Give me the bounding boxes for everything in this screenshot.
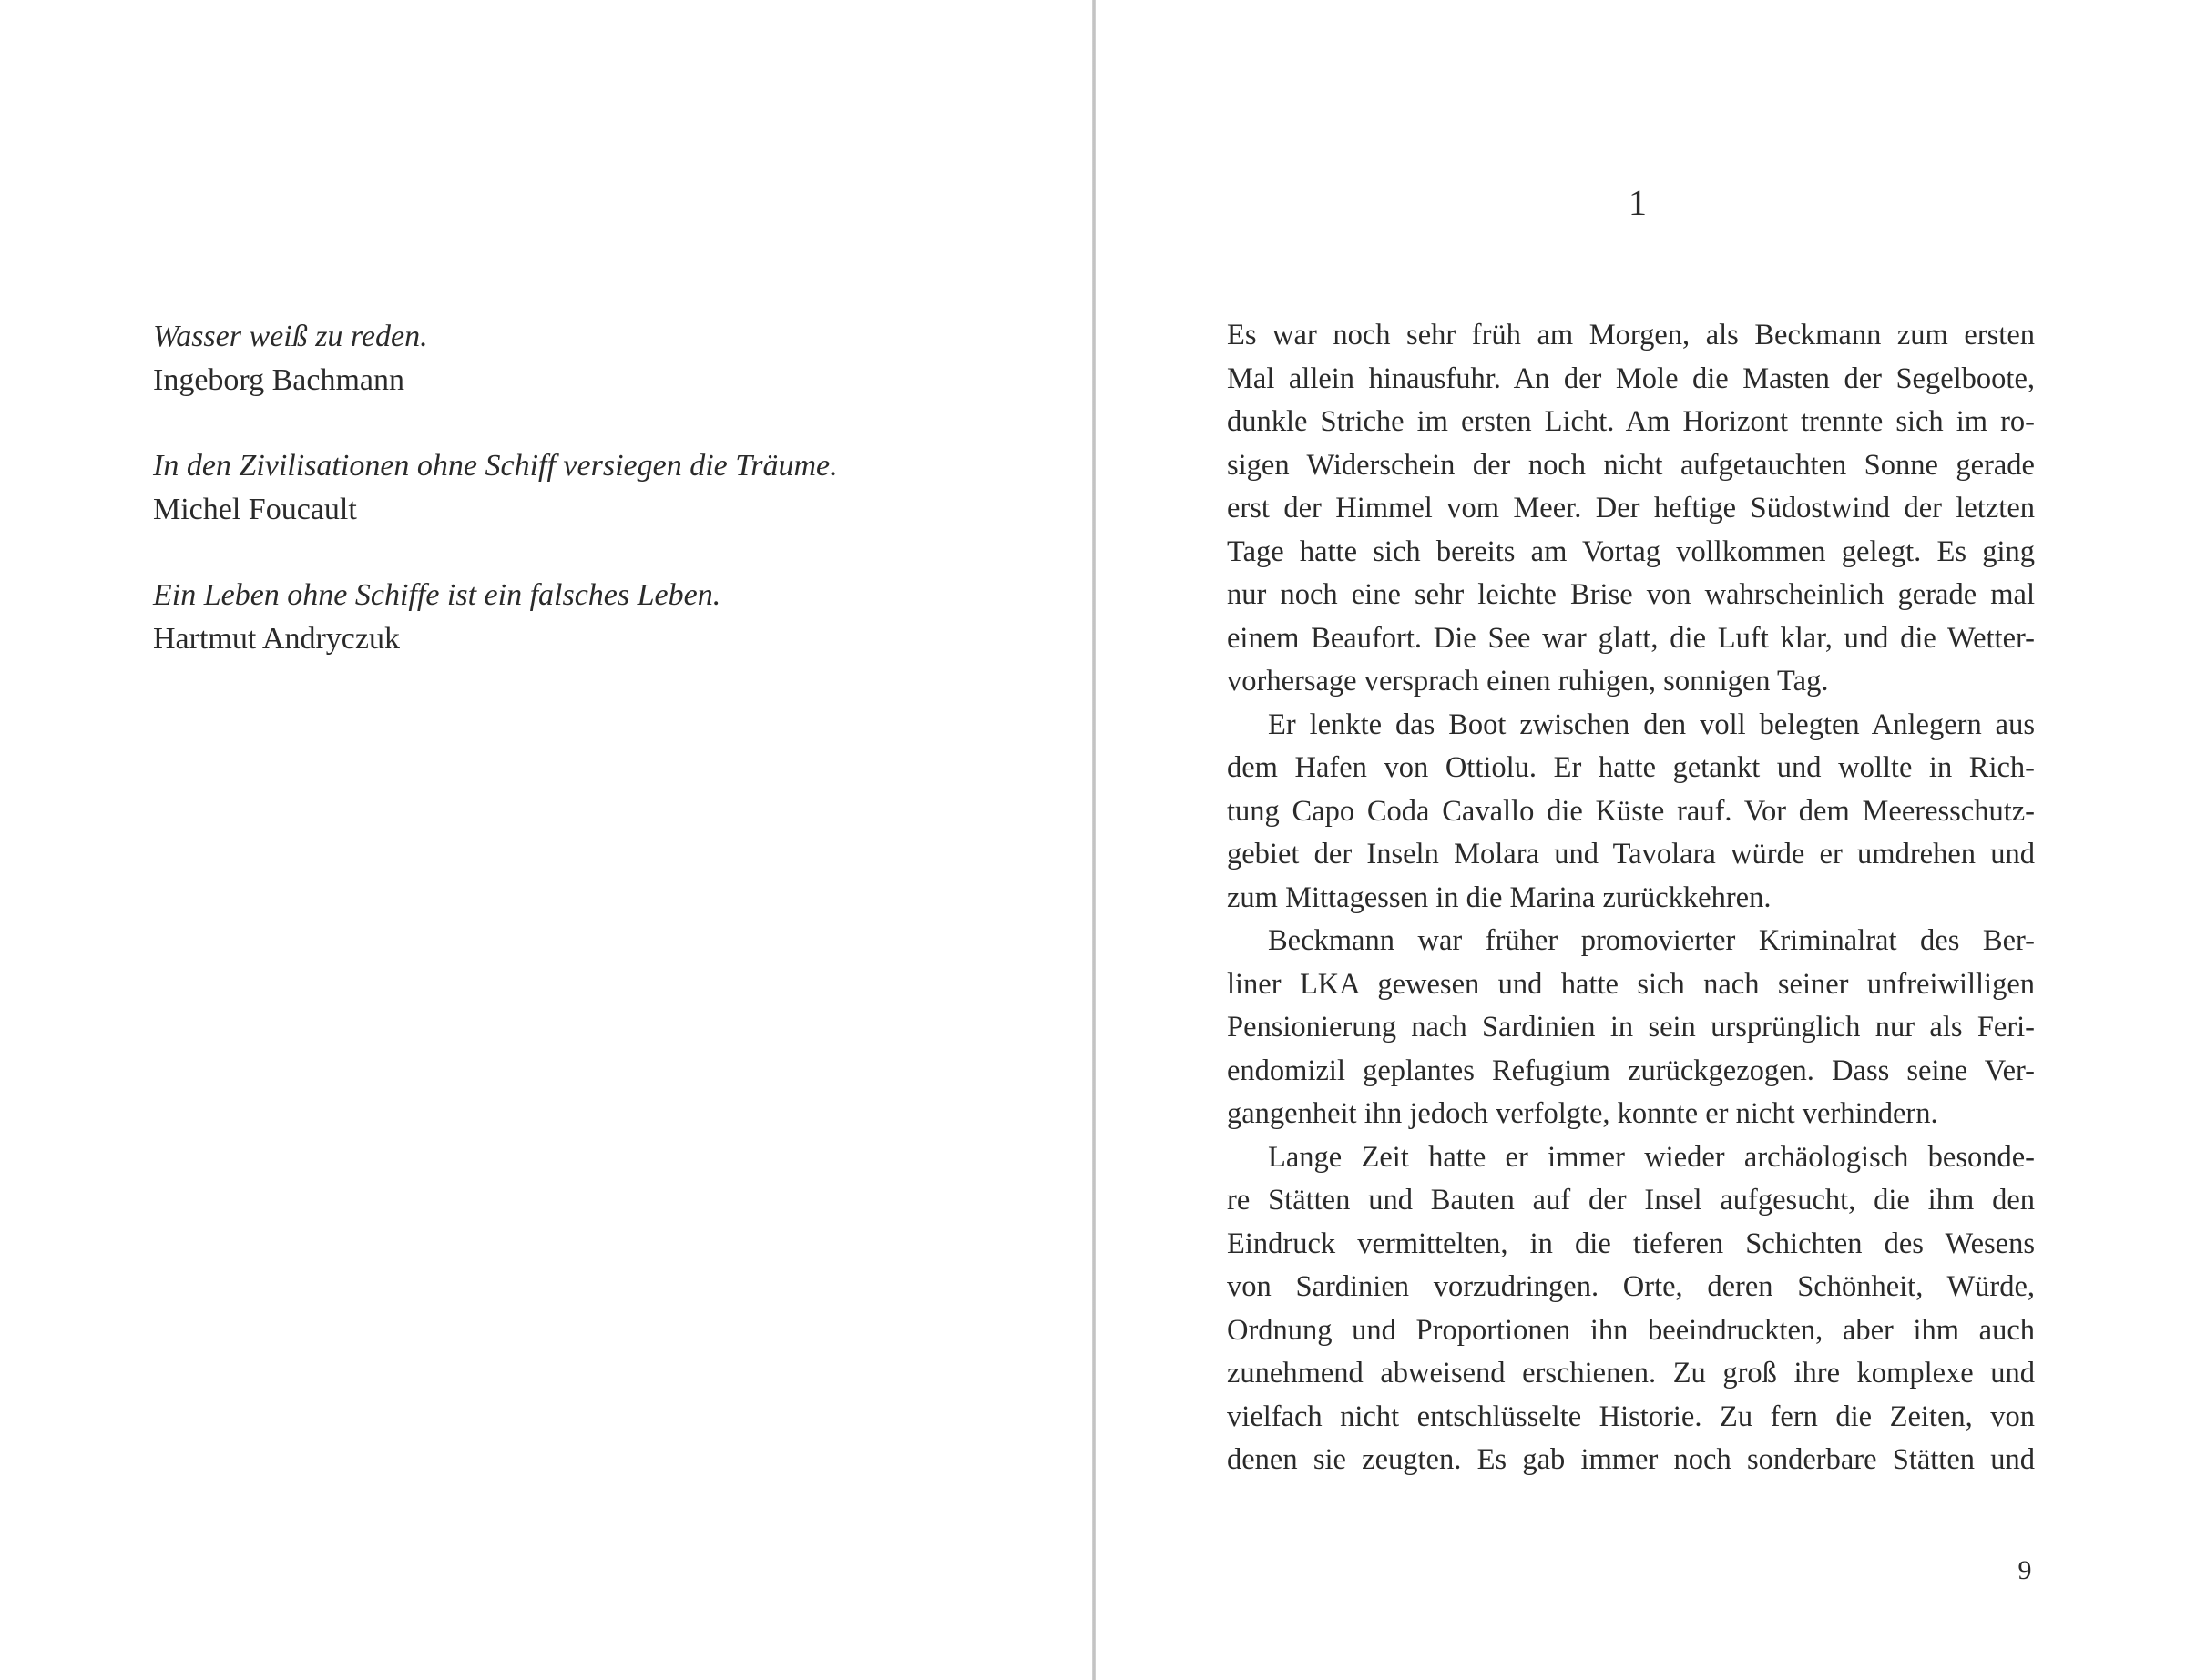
left-page xyxy=(0,0,1092,1680)
text-line: Pensionierung nach Sardinien in sein ursprünglich nur als Feri- xyxy=(1227,1011,2035,1044)
text-line: vielfach nicht entschlüsselte Historie. Zu fern die Zeiten, von xyxy=(1227,1400,2035,1433)
text-line: zum Mittagessen in die Marina zurückkehren. xyxy=(1227,881,1772,914)
chapter-number: 1 xyxy=(1629,182,1647,223)
page-number: 9 xyxy=(2017,1555,2032,1585)
text-line: gangenheit ihn jedoch verfolgte, konnte er nicht verhindern. xyxy=(1227,1097,1938,1130)
epigraphs xyxy=(153,315,1064,703)
text-line: Beckmann war früher promovierter Kriminalrat des Ber- xyxy=(1268,924,2035,957)
text-line: dem Hafen von Ottiolu. Er hatte getankt und wollte in Rich- xyxy=(1227,751,2035,784)
epigraph xyxy=(153,574,1064,660)
text-line: einem Beaufort. Die See war glatt, die Luft klar, und die Wetter- xyxy=(1227,621,2035,655)
text-line: endomizil geplantes Refugium zurückgezogen. Dass seine Ver- xyxy=(1227,1054,2035,1087)
paragraph xyxy=(1227,314,2035,704)
text-line: Es war noch sehr früh am Morgen, als Beckmann zum ersten xyxy=(1227,319,2035,351)
epigraph-author: Michel Foucault xyxy=(153,492,357,526)
paragraph xyxy=(1227,920,2035,1136)
text-line: zunehmend abweisend erschienen. Zu groß ihre komplexe und xyxy=(1227,1357,2035,1390)
text-line: sigen Widerschein der noch nicht aufgetauchten Sonne gerade xyxy=(1227,448,2035,482)
paragraph xyxy=(1227,704,2035,921)
text-line: Lange Zeit hatte er immer wieder archäologisch besonde- xyxy=(1268,1140,2035,1174)
chapter-body xyxy=(1227,314,2035,1482)
paragraph xyxy=(1227,1136,2035,1482)
text-line: Eindruck vermittelten, in die tieferen Schichten des Wesens xyxy=(1227,1227,2035,1260)
text-line: denen sie zeugten. Es gab immer noch sonderbare Stätten und xyxy=(1227,1443,2035,1476)
epigraph-author: Hartmut Andryczuk xyxy=(153,621,400,656)
text-line: liner LKA gewesen und hatte sich nach seiner unfreiwilligen xyxy=(1227,967,2035,1001)
text-line: re Stätten und Bauten auf der Insel aufgesucht, die ihm den xyxy=(1227,1184,2035,1217)
epigraph xyxy=(153,444,1064,531)
text-line: dunkle Striche im ersten Licht. Am Horizont trennte sich im ro- xyxy=(1227,405,2035,438)
text-line: Ordnung und Proportionen ihn beeindruckten, aber ihm auch xyxy=(1227,1313,2035,1347)
text-line: Tage hatte sich bereits am Vortag vollkommen gelegt. Es ging xyxy=(1227,535,2035,568)
text-line: Mal allein hinausfuhr. An der Mole die Masten der Segelboote, xyxy=(1227,361,2035,395)
text-line: erst der Himmel vom Meer. Der heftige Südostwind der letzten xyxy=(1227,492,2035,524)
text-line: von Sardinien vorzudringen. Orte, deren Schönheit, Würde, xyxy=(1227,1270,2035,1303)
epigraph-quote: In den Zivilisationen ohne Schiff versiegen die Träume. xyxy=(153,449,838,483)
text-line: Er lenkte das Boot zwischen den voll belegten Anlegern aus xyxy=(1268,708,2035,741)
right-page xyxy=(1096,0,2186,1680)
epigraph-quote: Wasser weiß zu reden. xyxy=(153,320,428,353)
epigraph xyxy=(153,315,1064,402)
epigraph-author: Ingeborg Bachmann xyxy=(153,362,405,397)
text-line: tung Capo Coda Cavallo die Küste rauf. Vor dem Meeresschutz- xyxy=(1227,794,2035,828)
text-line: vorhersage versprach einen ruhigen, sonnigen Tag. xyxy=(1227,665,1829,697)
text-line: gebiet der Inseln Molara und Tavolara würde er umdrehen und xyxy=(1227,838,2035,871)
epigraph-quote: Ein Leben ohne Schiffe ist ein falsches Leben. xyxy=(153,578,721,612)
text-line: nur noch eine sehr leichte Brise von wahrscheinlich gerade mal xyxy=(1227,578,2035,611)
